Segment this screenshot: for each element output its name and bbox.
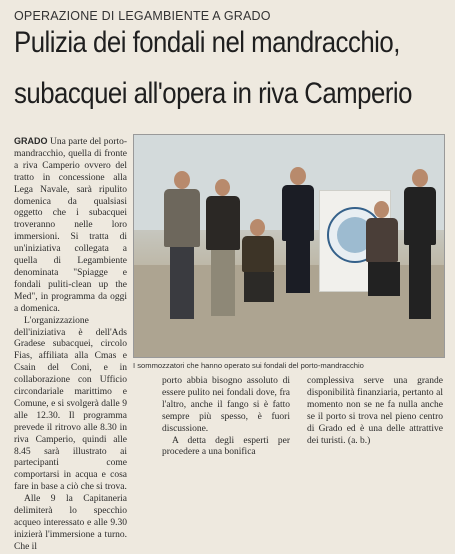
right-column: [307, 376, 443, 447]
article-photo: [133, 134, 445, 358]
middle-paragraph-2: A detta degli esperti per procedere a una bonifica: [162, 435, 290, 458]
middle-column: [162, 376, 290, 459]
article-kicker: OPERAZIONE DI LEGAMBIENTE A GRADO: [14, 9, 271, 23]
left-paragraph-1: [14, 136, 127, 316]
dateline: GRADO: [14, 136, 48, 146]
left-column: [14, 136, 127, 554]
left-paragraph-2: L'organizzazione dell'iniziativa è dell'Ads Gradese subacquei, circolo Fias, affiliata alla Cmas e Csain del Coni, e in collaborazione con Ufficio circondariale marittimo e Comune, e si svolgerà dalle 9 alle 12.30. Il programma prevede il ritrovo alle 8.30 in riva Camperio, quindi alle 8.45 sarà illustrato ai partecipanti come comportarsi in acqua e cosa fare in base a ciò che si trova.: [14, 315, 127, 493]
middle-paragraph-1: porto abbia bisogno assoluto di essere pulito nei fondali dove, fra l'altro, anche il fango si è fatto sempre più spesso, è fuori discussione.: [162, 376, 290, 434]
right-paragraph-1: complessiva serve una grande disponibilità finanziaria, pertanto al momento non se ne fa nulla anche se il porto si trova nel pieno centro di Grado ed è una delle attrattive dei turisti. (a. b.): [307, 376, 443, 446]
left-paragraph-1-text: Una parte del porto-mandracchio, quella di fronte a riva Camperio ovvero del tratto in concessione alla Lega Navale, sarà ripulito domenica da qualsiasi oggetto che i subacquei troveranno nelle loro immersioni. Si tratta di un'iniziativa collegata a quella di Legambiente denominata "Spiagge e fondali puliti-clean up the Med", in programma da oggi a domenica.: [14, 137, 127, 314]
headline-line-2: subacquei all'opera in riva Camperio: [14, 77, 412, 110]
headline-line-1: Pulizia dei fondali nel mandracchio,: [14, 26, 400, 59]
photo-caption: I sommozzatori che hanno operato sui fondali del porto-mandracchio: [133, 361, 364, 370]
left-paragraph-3: Alle 9 la Capitaneria delimiterà lo specchio acqueo interessato e alle 9.30 inizierà l'immersione a turno. Che il: [14, 494, 127, 552]
